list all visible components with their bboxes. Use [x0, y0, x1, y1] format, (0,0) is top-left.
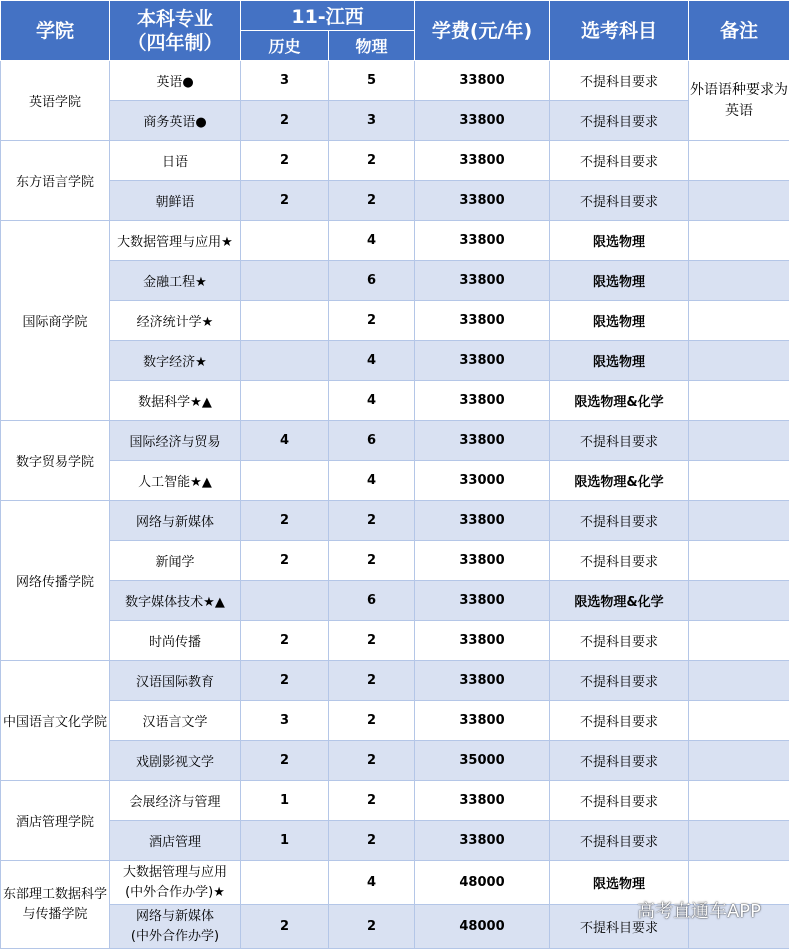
header-subjects: 选考科目	[550, 1, 689, 61]
major-name	[110, 905, 241, 949]
subject-requirement: 限选物理	[550, 261, 689, 301]
history-quota: 2	[241, 141, 329, 181]
table-row	[1, 661, 789, 701]
college-name: 东部理工数据科学与传播学院	[1, 861, 110, 949]
note-cell-empty	[689, 781, 789, 821]
tuition-value: 33800	[415, 821, 550, 861]
physics-quota: 5	[329, 61, 415, 101]
table-row	[1, 581, 789, 621]
major-name: 数据科学★▲	[110, 381, 241, 421]
note-cell-empty	[689, 381, 789, 421]
major-name: 金融工程★	[110, 261, 241, 301]
history-quota: 1	[241, 821, 329, 861]
tuition-value: 33800	[415, 221, 550, 261]
note-cell: 外语语种要求为英语	[689, 61, 789, 141]
header-major-line2: （四年制）	[127, 31, 223, 54]
college-name: 国际商学院	[1, 221, 110, 421]
history-quota	[241, 341, 329, 381]
major-name: 朝鲜语	[110, 181, 241, 221]
history-quota: 1	[241, 781, 329, 821]
major-name: 时尚传播	[110, 621, 241, 661]
subject-requirement: 限选物理	[550, 341, 689, 381]
note-cell-empty	[689, 501, 789, 541]
tuition-value: 33800	[415, 541, 550, 581]
note-cell-empty	[689, 181, 789, 221]
table-row	[1, 781, 789, 821]
subject-requirement: 限选物理&化学	[550, 381, 689, 421]
major-name: 商务英语●	[110, 101, 241, 141]
subject-requirement: 不提科目要求	[550, 541, 689, 581]
subject-requirement: 不提科目要求	[550, 741, 689, 781]
physics-quota: 4	[329, 861, 415, 905]
subject-requirement: 限选物理&化学	[550, 581, 689, 621]
note-cell-empty	[689, 581, 789, 621]
tuition-value: 33800	[415, 181, 550, 221]
note-cell-empty	[689, 821, 789, 861]
tuition-value: 33800	[415, 301, 550, 341]
college-name: 网络传播学院	[1, 501, 110, 661]
subject-requirement: 不提科目要求	[550, 701, 689, 741]
physics-quota: 4	[329, 381, 415, 421]
physics-quota: 6	[329, 421, 415, 461]
subject-requirement: 不提科目要求	[550, 781, 689, 821]
history-quota: 2	[241, 905, 329, 949]
major-name-line2: (中外合作办学)★	[125, 884, 225, 900]
note-cell-empty	[689, 621, 789, 661]
tuition-value: 33800	[415, 701, 550, 741]
physics-quota: 2	[329, 821, 415, 861]
history-quota	[241, 461, 329, 501]
physics-quota: 4	[329, 221, 415, 261]
tuition-value: 33800	[415, 421, 550, 461]
table-row	[1, 501, 789, 541]
history-quota	[241, 581, 329, 621]
subject-requirement: 限选物理	[550, 861, 689, 905]
table-row	[1, 261, 789, 301]
major-name: 汉语国际教育	[110, 661, 241, 701]
note-cell-empty	[689, 221, 789, 261]
physics-quota: 2	[329, 181, 415, 221]
major-name: 大数据管理与应用★	[110, 221, 241, 261]
table-row	[1, 341, 789, 381]
note-cell-empty	[689, 701, 789, 741]
history-quota: 2	[241, 541, 329, 581]
note-cell-empty	[689, 261, 789, 301]
subject-requirement: 不提科目要求	[550, 61, 689, 101]
major-name: 会展经济与管理	[110, 781, 241, 821]
college-name: 东方语言学院	[1, 141, 110, 221]
table-row	[1, 621, 789, 661]
subject-requirement: 不提科目要求	[550, 141, 689, 181]
table-row	[1, 141, 789, 181]
physics-quota: 2	[329, 501, 415, 541]
physics-quota: 4	[329, 461, 415, 501]
major-name: 数字媒体技术★▲	[110, 581, 241, 621]
physics-quota: 2	[329, 141, 415, 181]
table-body	[1, 61, 789, 949]
physics-quota: 2	[329, 621, 415, 661]
major-name	[110, 861, 241, 905]
tuition-value: 33000	[415, 461, 550, 501]
major-name: 汉语言文学	[110, 701, 241, 741]
major-name: 酒店管理	[110, 821, 241, 861]
note-cell-empty	[689, 661, 789, 701]
tuition-value: 48000	[415, 905, 550, 949]
subject-requirement: 限选物理&化学	[550, 461, 689, 501]
note-cell-empty	[689, 741, 789, 781]
table-row	[1, 701, 789, 741]
subject-requirement: 限选物理	[550, 221, 689, 261]
header-history: 历史	[241, 31, 329, 61]
note-cell-empty	[689, 301, 789, 341]
tuition-value: 33800	[415, 61, 550, 101]
college-name: 酒店管理学院	[1, 781, 110, 861]
table-row	[1, 301, 789, 341]
note-cell-empty	[689, 341, 789, 381]
history-quota: 4	[241, 421, 329, 461]
major-name: 国际经济与贸易	[110, 421, 241, 461]
major-name: 新闻学	[110, 541, 241, 581]
table-row	[1, 461, 789, 501]
major-name-line1: 网络与新媒体	[135, 908, 214, 924]
tuition-value: 33800	[415, 101, 550, 141]
table-row	[1, 741, 789, 781]
table-row	[1, 421, 789, 461]
subject-requirement: 不提科目要求	[550, 501, 689, 541]
history-quota: 2	[241, 181, 329, 221]
physics-quota: 2	[329, 701, 415, 741]
major-name: 日语	[110, 141, 241, 181]
tuition-value: 35000	[415, 741, 550, 781]
history-quota: 3	[241, 701, 329, 741]
note-cell-empty	[689, 141, 789, 181]
table-row	[1, 381, 789, 421]
history-quota	[241, 301, 329, 341]
watermark: 高考直通车APP	[636, 901, 761, 922]
tuition-value: 33800	[415, 261, 550, 301]
physics-quota: 2	[329, 741, 415, 781]
subject-requirement: 限选物理	[550, 301, 689, 341]
major-name: 人工智能★▲	[110, 461, 241, 501]
history-quota: 2	[241, 621, 329, 661]
tuition-value: 33800	[415, 381, 550, 421]
history-quota: 3	[241, 61, 329, 101]
subject-requirement: 不提科目要求	[550, 821, 689, 861]
tuition-value: 33800	[415, 141, 550, 181]
header-province: 11-江西	[241, 1, 415, 31]
college-name: 数字贸易学院	[1, 421, 110, 501]
history-quota	[241, 861, 329, 905]
subject-requirement: 不提科目要求	[550, 181, 689, 221]
header-physics: 物理	[329, 31, 415, 61]
major-name-line1: 大数据管理与应用	[122, 864, 227, 880]
major-name-line2: (中外合作办学)	[130, 928, 220, 944]
history-quota: 2	[241, 501, 329, 541]
table-row	[1, 221, 789, 261]
header-note: 备注	[689, 1, 789, 61]
college-name: 英语学院	[1, 61, 110, 141]
note-cell-empty	[689, 461, 789, 501]
physics-quota: 2	[329, 301, 415, 341]
subject-requirement: 不提科目要求	[550, 905, 689, 949]
tuition-value: 48000	[415, 861, 550, 905]
major-name: 数字经济★	[110, 341, 241, 381]
physics-quota: 4	[329, 341, 415, 381]
college-name: 中国语言文化学院	[1, 661, 110, 781]
tuition-value: 33800	[415, 661, 550, 701]
physics-quota: 2	[329, 905, 415, 949]
major-name: 网络与新媒体	[110, 501, 241, 541]
major-name: 经济统计学★	[110, 301, 241, 341]
history-quota	[241, 381, 329, 421]
subject-requirement: 不提科目要求	[550, 661, 689, 701]
physics-quota: 2	[329, 541, 415, 581]
tuition-value: 33800	[415, 341, 550, 381]
subject-requirement: 不提科目要求	[550, 101, 689, 141]
header-tuition: 学费(元/年)	[415, 1, 550, 61]
physics-quota: 6	[329, 261, 415, 301]
subject-requirement: 不提科目要求	[550, 421, 689, 461]
history-quota: 2	[241, 741, 329, 781]
history-quota: 2	[241, 101, 329, 141]
major-name: 英语●	[110, 61, 241, 101]
tuition-value: 33800	[415, 501, 550, 541]
header-college: 学院	[1, 1, 110, 61]
table-row	[1, 821, 789, 861]
header-major	[110, 1, 241, 61]
physics-quota: 6	[329, 581, 415, 621]
tuition-value: 33800	[415, 781, 550, 821]
table-row	[1, 101, 789, 141]
physics-quota: 2	[329, 781, 415, 821]
physics-quota: 3	[329, 101, 415, 141]
note-cell-empty	[689, 421, 789, 461]
tuition-value: 33800	[415, 621, 550, 661]
table-row	[1, 61, 789, 101]
physics-quota: 2	[329, 661, 415, 701]
table-row	[1, 181, 789, 221]
note-cell-empty	[689, 541, 789, 581]
history-quota	[241, 221, 329, 261]
table-row	[1, 541, 789, 581]
subject-requirement: 不提科目要求	[550, 621, 689, 661]
header-major-line1: 本科专业	[136, 7, 213, 30]
major-name: 戏剧影视文学	[110, 741, 241, 781]
tuition-value: 33800	[415, 581, 550, 621]
history-quota: 2	[241, 661, 329, 701]
history-quota	[241, 261, 329, 301]
